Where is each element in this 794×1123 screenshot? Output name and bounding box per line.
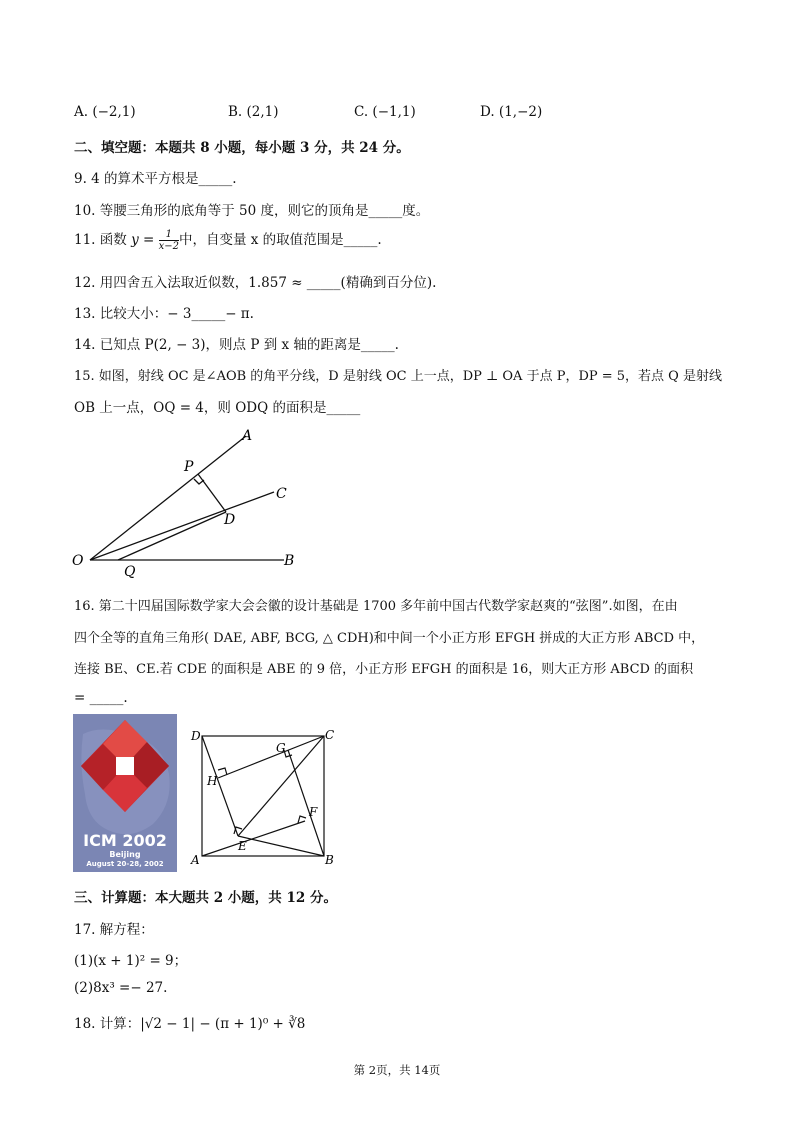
right-angle-h — [218, 768, 227, 775]
segment-dp — [198, 474, 226, 512]
question-18: 18. 计算：|√2 − 1| − (π + 1)⁰ + ∛8 — [74, 1016, 306, 1032]
segment-af — [202, 821, 305, 856]
label-d: D — [224, 512, 236, 528]
question-16-line1: 16. 第二十四届国际数学家大会会徽的设计基础是 1700 多年前中国古代数学家赵爽的“弦图”.如图，在由 — [74, 599, 678, 614]
option-d: D. (1,−2) — [480, 104, 543, 120]
question-13: 13. 比较大小：− 3_____− π. — [74, 306, 254, 322]
q11-pre: 11. 函数 — [74, 232, 127, 248]
question-15-line1: 15. 如图，射线 OC 是∠AOB 的角平分线，D 是射线 OC 上一点，DP ⊥ OA 于点 P，DP = 5，若点 Q 是射线 — [74, 369, 722, 384]
label-c: C — [325, 728, 335, 742]
label-a: A — [191, 853, 200, 867]
label-p: P — [184, 459, 194, 475]
question-16-line2: 四个全等的直角三角形( DAE, ABF, BCG, △ CDH)和中间一个小正方形 EFGH 拼成的大正方形 ABCD 中， — [74, 631, 705, 646]
q11-y: y = — [131, 232, 155, 248]
zhao-shuang-figure — [188, 724, 348, 870]
label-b: B — [325, 853, 334, 867]
section-3-title: 三、计算题：本大题共 2 小题，共 12 分。 — [74, 890, 337, 906]
logo-title: ICM 2002 — [83, 831, 167, 850]
question-15-line2: OB 上一点，OQ = 4，则 ODQ 的面积是_____ — [74, 400, 361, 416]
q11-numerator: 1 — [159, 229, 179, 241]
ray-oc — [90, 492, 274, 560]
question-16-line3: 连接 BE、CE.若 CDE 的面积是 ABE 的 9 倍，小正方形 EFGH 的面积是 16，则大正方形 ABCD 的面积 — [74, 662, 694, 677]
angle-bisector-figure — [66, 424, 326, 584]
label-h: H — [207, 774, 218, 788]
q11-fraction — [159, 229, 179, 252]
question-17-title: 17. 解方程： — [74, 922, 154, 938]
page-footer: 第 2页，共 14页 — [353, 1063, 441, 1077]
question-11 — [74, 228, 382, 252]
question-12: 12. 用四舍五入法取近似数，1.857 ≈ _____(精确到百分位). — [74, 275, 437, 291]
logo-city: Beijing — [109, 850, 141, 859]
question-17-part2: (2)8x³ =− 27. — [74, 980, 168, 996]
option-c: C. (−1,1) — [354, 104, 416, 120]
segment-bg — [288, 750, 324, 856]
logo-date: August 20-28, 2002 — [86, 860, 164, 868]
ray-oa — [90, 436, 246, 560]
section-2-title: 二、填空题：本题共 8 小题，每小题 3 分，共 24 分。 — [74, 140, 410, 156]
q11-post: 中，自变量 x 的取值范围是_____. — [178, 232, 382, 248]
q11-denominator: x−2 — [158, 241, 179, 252]
question-17-part1: (1)(x + 1)² = 9； — [74, 953, 188, 969]
option-a: A. (−2,1) — [74, 104, 136, 120]
question-10: 10. 等腰三角形的底角等于 50 度，则它的顶角是_____度。 — [74, 203, 430, 219]
icm-2002-logo — [73, 714, 177, 872]
label-o: O — [72, 553, 84, 569]
question-14: 14. 已知点 P(2, − 3)，则点 P 到 x 轴的距离是_____. — [74, 337, 399, 353]
label-g: G — [276, 741, 286, 755]
segment-dq — [118, 512, 226, 560]
label-f: F — [309, 805, 318, 819]
question-16-line4: = _____. — [74, 690, 128, 706]
segment-ch — [218, 736, 324, 778]
option-b: B. (2,1) — [228, 104, 279, 120]
label-a: A — [242, 428, 253, 444]
label-e: E — [238, 839, 247, 853]
label-q: Q — [124, 564, 136, 580]
label-b: B — [284, 553, 295, 569]
segment-be — [238, 836, 324, 856]
square-abcd — [202, 736, 324, 856]
label-d: D — [191, 729, 201, 743]
question-9: 9. 4 的算术平方根是_____. — [74, 171, 237, 187]
label-c: C — [276, 486, 287, 502]
